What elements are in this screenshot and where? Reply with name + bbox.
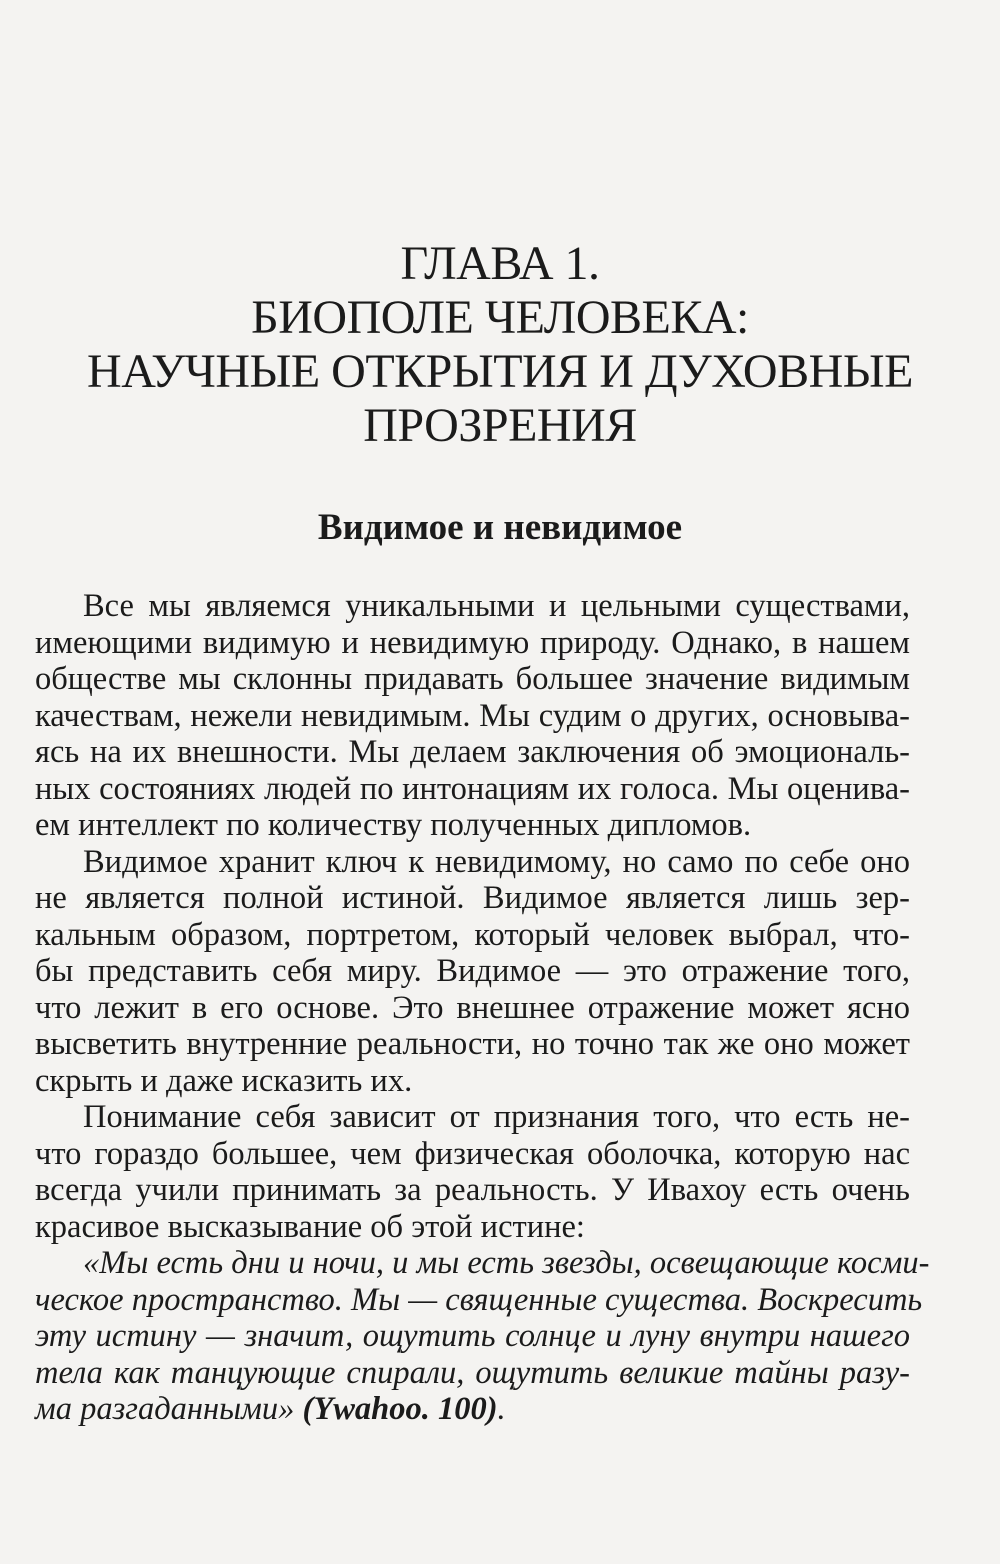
text-line: что гораздо большее, чем физическая оболочка, которую нас (35, 1135, 910, 1172)
text-line: качествам, нежели невидимым. Мы судим о других, основыва- (35, 697, 910, 734)
text-line: Понимание себя зависит от признания того, что есть не- (83, 1099, 910, 1135)
text-line: ясь на их внешности. Мы делаем заключения об эмоциональ- (35, 734, 910, 770)
text-line: имеющими видимую и невидимую природу. Однако, в нашем (35, 624, 910, 661)
text-line: ных состояниях людей по интонациям их голоса. Мы оценива- (35, 770, 910, 807)
quote-end-mark: . (497, 1391, 506, 1427)
section-title: Видимое и невидимое (317, 507, 683, 548)
text-line: Видимое хранит ключ к невидимому, но само по себе оно (83, 843, 910, 880)
text-line: всегда учили принимать за реальность. У Ивахоу есть очень (35, 1172, 910, 1208)
text-line: красивое высказывание об этой истине: (35, 1208, 585, 1245)
text-line: кальным образом, портретом, который человек выбрал, что- (35, 916, 910, 953)
chapter-heading-line: ПРОЗРЕНИЯ (363, 399, 637, 452)
chapter-heading (40, 237, 960, 453)
text-line: бы представить себя миру. Видимое — это отражение того, (35, 953, 910, 989)
quote-line: ческое пространство. Мы — священные существа. Воскресить (35, 1281, 923, 1318)
quote-line: тела как танцующие спирали, ощутить великие тайны разу- (35, 1354, 910, 1391)
quote-last-line (35, 1391, 910, 1428)
text-line: обществе мы склонны придавать большее значение видимым (35, 661, 910, 697)
quote-line: «Мы есть дни и ночи, и мы есть звезды, освещающие косми- (83, 1245, 930, 1281)
text-line: ем интеллект по количеству полученных дипломов. (35, 807, 752, 843)
quote-line: эту истину — значит, ощутить солнце и луну внутри нашего (35, 1318, 910, 1354)
chapter-heading-line: БИОПОЛЕ ЧЕЛОВЕКА: (251, 291, 749, 344)
text-line: не является полной истиной. Видимое является лишь зер- (35, 880, 910, 916)
chapter-heading-line: НАУЧНЫЕ ОТКРЫТИЯ И ДУХОВНЫЕ (87, 345, 913, 398)
paragraph (35, 588, 930, 1428)
text-line: высветить внутренние реальности, но точно так же оно может (35, 1026, 910, 1062)
quote-text: ма разгаданными» (35, 1391, 295, 1427)
chapter-heading-line: ГЛАВА 1. (400, 237, 600, 290)
text-line: Все мы являемся уникальными и цельными существами, (83, 588, 910, 624)
citation: (Ywahoo. 100) (302, 1391, 498, 1427)
text-line: что лежит в его основе. Это внешнее отражение может ясно (35, 989, 910, 1026)
text-line: скрыть и даже исказить их. (35, 1062, 413, 1099)
